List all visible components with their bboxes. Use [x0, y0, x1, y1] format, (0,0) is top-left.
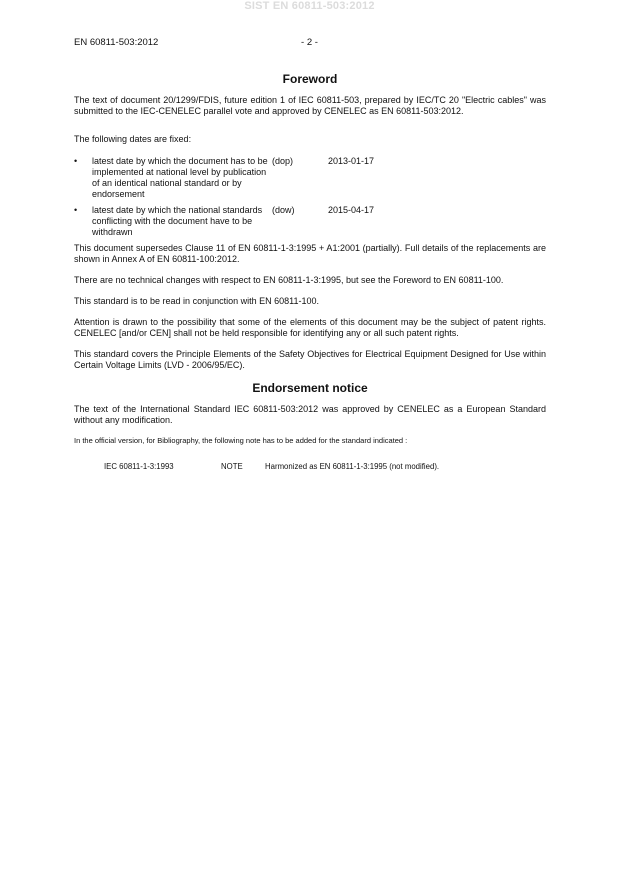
endorsement-title: Endorsement notice	[252, 381, 368, 395]
date-value: 2015-04-17	[328, 205, 375, 215]
date-description: latest date by which the national standards conflicting with the document have to be withdrawn	[92, 205, 263, 237]
page-content	[74, 72, 546, 472]
date-abbreviation: (dop)	[272, 156, 294, 166]
dates-intro: The following dates are fixed:	[74, 134, 192, 144]
bullet: •	[74, 205, 78, 215]
date-abbreviation: (dow)	[272, 205, 295, 215]
bibliography-note: In the official version, for Bibliography, the following note has to be added for the standard indicated :	[74, 436, 408, 445]
foreword-intro: The text of document 20/1299/FDIS, future edition 1 of IEC 60811-503, prepared by IEC/TC 20 "Electric cables" was submitted to the IEC-CENELEC parallel vote and approved by CENELEC as EN 60811-503:2012.	[74, 95, 546, 116]
foreword-title: Foreword	[282, 72, 338, 86]
note-label: NOTE	[221, 462, 243, 471]
date-description: latest date by which the document has to be implemented at national level by publication of an identical national standard or by endorsement	[92, 156, 268, 199]
endorsement-text: The text of the International Standard IEC 60811-503:2012 was approved by CENELEC as a European Standard without any modification.	[74, 404, 546, 425]
note-reference: IEC 60811-1-3:1993	[104, 462, 174, 471]
bibliography-note-line	[104, 461, 546, 472]
lvd-paragraph: This standard covers the Principle Elements of the Safety Objectives for Electrical Equipment Designed for Use within Certain Voltage Limits (LVD - 2006/95/EC).	[74, 349, 546, 370]
no-changes-paragraph: There are no technical changes with respect to EN 60811-1-3:1995, but see the Foreword to EN 60811-100.	[74, 275, 504, 285]
header-page-number: - 2 -	[301, 37, 318, 48]
date-value: 2013-01-17	[328, 156, 375, 166]
date-row-dop	[74, 156, 546, 200]
date-row-dow	[74, 205, 546, 238]
patent-paragraph: Attention is drawn to the possibility that some of the elements of this document may be the subject of patent rights. CENELEC [and/or CEN] shall not be held responsible for identifying any or all such patent rights.	[74, 317, 546, 338]
supersedes-paragraph: This document supersedes Clause 11 of EN 60811-1-3:1995 + A1:2001 (partially). Full details of the replacements are shown in Annex A of EN 60811-100:2012.	[74, 243, 546, 264]
conjunction-paragraph: This standard is to be read in conjunction with EN 60811-100.	[74, 296, 319, 306]
bullet: •	[74, 156, 78, 166]
watermark: SIST EN 60811-503:2012	[244, 0, 375, 12]
note-text: Harmonized as EN 60811-1-3:1995 (not modified).	[265, 462, 440, 471]
header-doc-id: EN 60811-503:2012	[74, 37, 159, 48]
